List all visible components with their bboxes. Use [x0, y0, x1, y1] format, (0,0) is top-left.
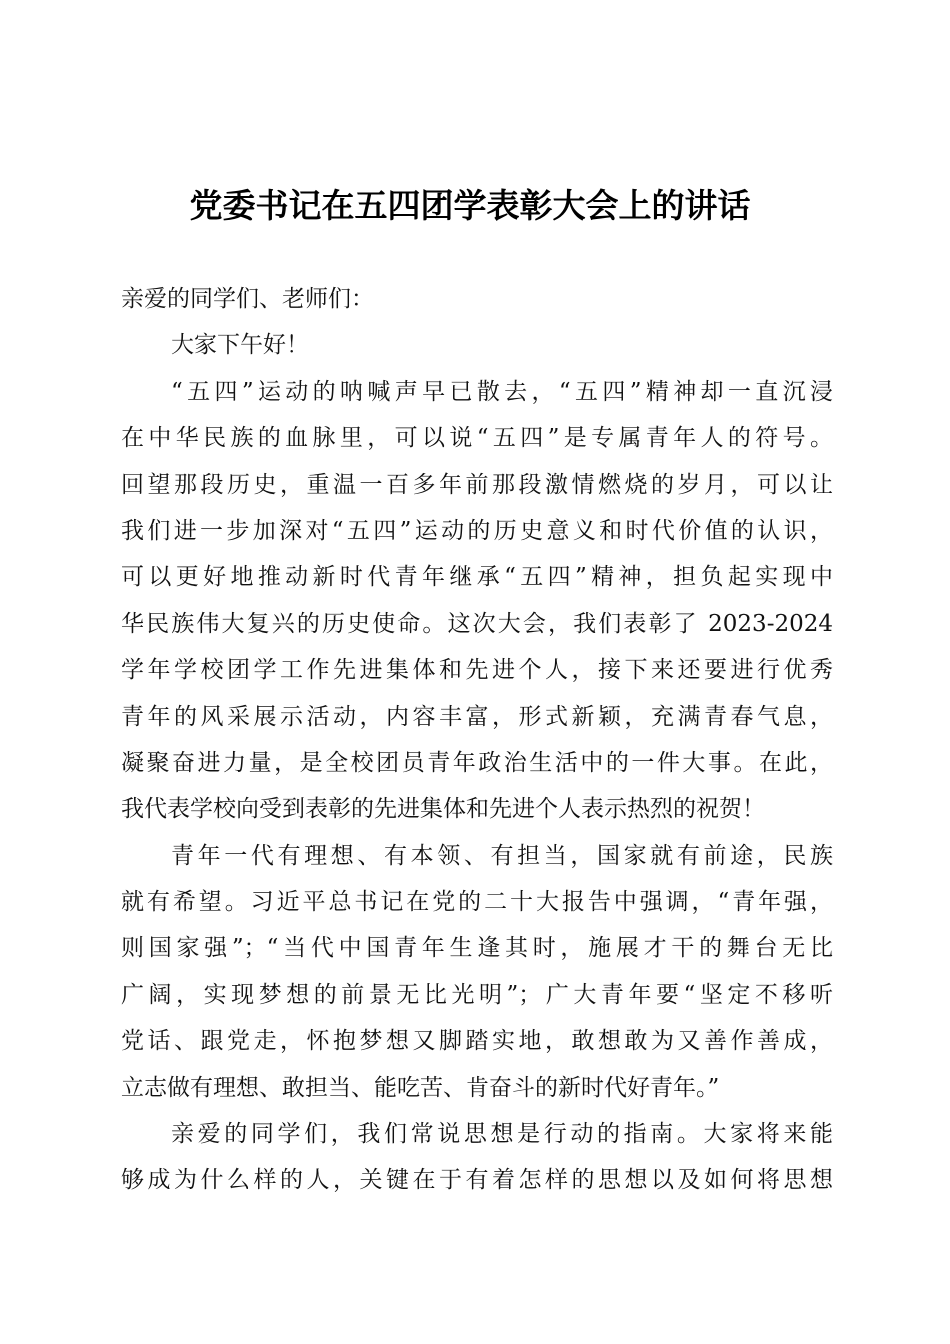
paragraph-2 — [121, 833, 833, 1111]
document-title: 党委书记在五四团学表彰大会上的讲话 — [189, 186, 751, 225]
paragraph-line: “五四”运动的呐喊声早已散去，“五四”精神却一直沉浸 — [171, 378, 833, 405]
greeting: 大家下午好！ — [171, 332, 309, 359]
paragraph-line: 党话、跟党走，怀抱梦想又脚踏实地，敢想敢为又善作善成， — [121, 1028, 833, 1055]
paragraph-line: 华民族伟大复兴的历史使命。这次大会，我们表彰了 2023-2024 — [121, 610, 833, 637]
paragraph-1 — [121, 369, 833, 833]
paragraph-line: 够成为什么样的人，关键在于有着怎样的思想以及如何将思想 — [121, 1167, 833, 1194]
paragraph-line: 亲爱的同学们，我们常说思想是行动的指南。大家将来能 — [171, 1121, 833, 1148]
paragraph-line: 在中华民族的血脉里，可以说“五四”是专属青年人的符号。 — [121, 425, 833, 452]
paragraph-line: 青年一代有理想、有本领、有担当，国家就有前途，民族 — [171, 842, 833, 869]
paragraph-line: 我们进一步加深对“五四”运动的历史意义和时代价值的认识， — [121, 517, 833, 544]
paragraph-line: 回望那段历史，重温一百多年前那段激情燃烧的岁月，可以让 — [121, 471, 833, 498]
paragraph-line: 学年学校团学工作先进集体和先进个人，接下来还要进行优秀 — [121, 657, 833, 684]
paragraph-line: 广阔，实现梦想的前景无比光明”；广大青年要“坚定不移听 — [121, 981, 833, 1008]
document-body — [121, 276, 833, 1204]
paragraph-line: 我代表学校向受到表彰的先进集体和先进个人表示热烈的祝贺！ — [121, 796, 765, 823]
paragraph-line: 可以更好地推动新时代青年继承“五四”精神，担负起实现中 — [121, 564, 833, 591]
paragraph-line: 立志做有理想、敢担当、能吃苦、肯奋斗的新时代好青年。” — [121, 1074, 720, 1101]
paragraph-line: 青年的风采展示活动，内容丰富，形式新颖，充满青春气息， — [121, 703, 833, 730]
salutation: 亲爱的同学们、老师们： — [121, 286, 374, 312]
paragraph-line: 就有希望。习近平总书记在党的二十大报告中强调，“青年强， — [121, 889, 833, 916]
paragraph-3 — [121, 1111, 833, 1204]
paragraph-line: 凝聚奋进力量，是全校团员青年政治生活中的一件大事。在此， — [121, 749, 833, 776]
paragraph-line: 则国家强”；“当代中国青年生逢其时，施展才干的舞台无比 — [121, 935, 833, 962]
